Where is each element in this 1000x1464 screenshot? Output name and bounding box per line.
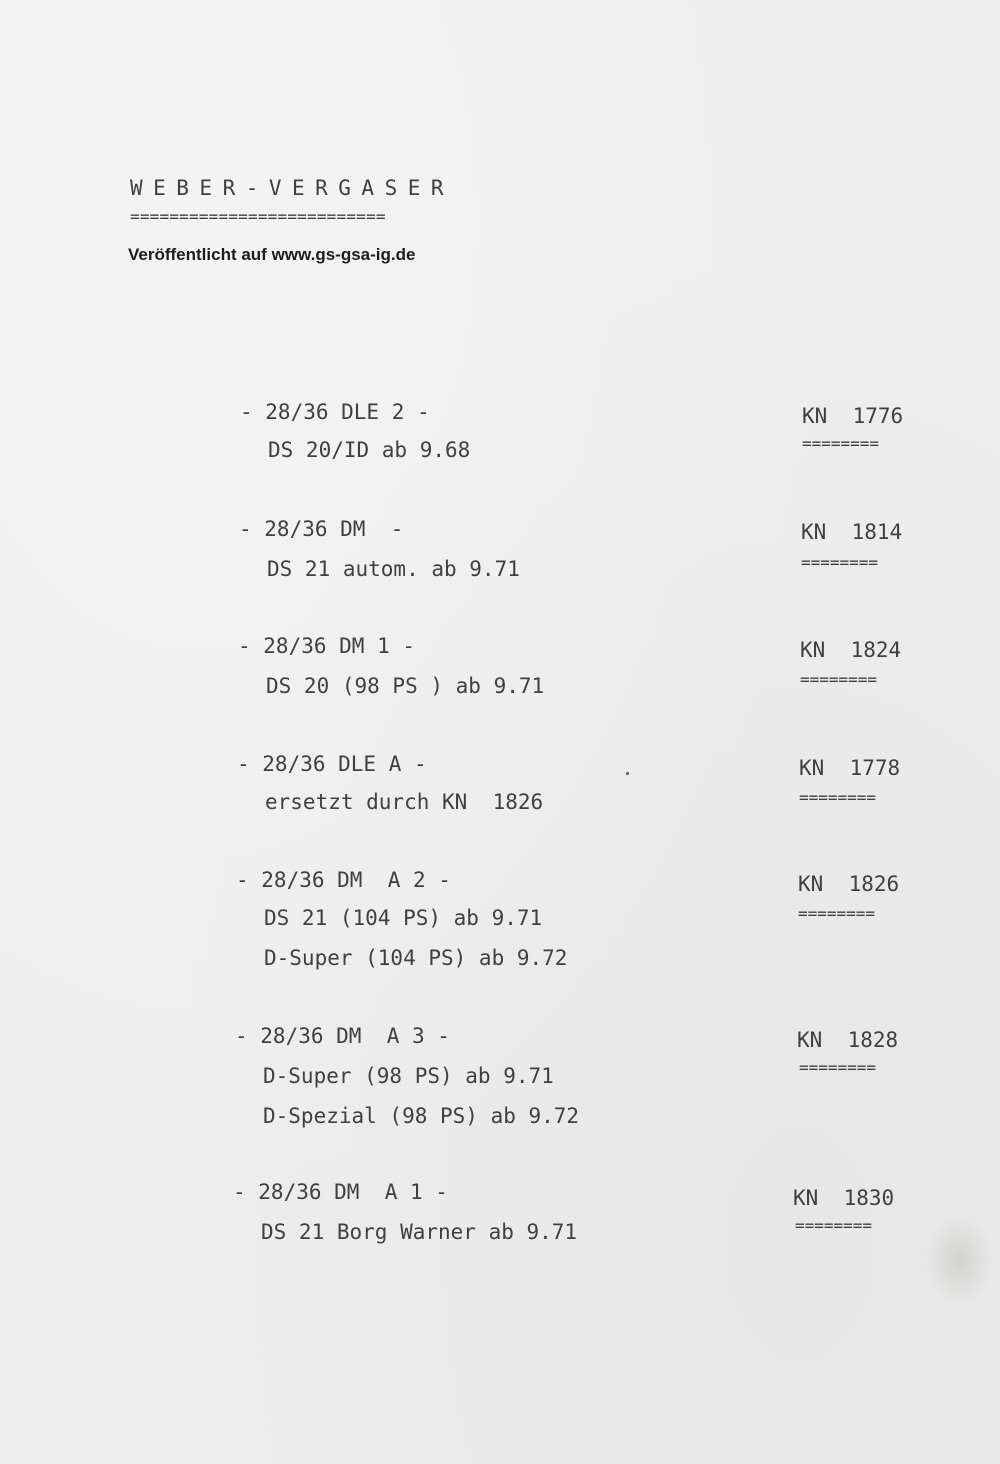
kn-underline: ======== — [802, 434, 880, 453]
description-line: DS 21 (104 PS) ab 9.71 — [264, 906, 543, 930]
kn-underline: ======== — [798, 904, 876, 923]
description-line: DS 21 autom. ab 9.71 — [267, 557, 520, 581]
description-line: D-Spezial (98 PS) ab 9.72 — [263, 1104, 580, 1128]
model-line: - 28/36 DLE 2 - — [240, 400, 430, 424]
kn-number: KN 1830 — [793, 1186, 895, 1210]
kn-underline: ======== — [800, 670, 878, 689]
published-notice: Veröffentlicht auf www.gs-gsa-ig.de — [128, 245, 416, 264]
title-underline: ========================== — [130, 207, 386, 226]
model-line: - 28/36 DM A 2 - — [236, 868, 451, 892]
description-line: DS 20 (98 PS ) ab 9.71 — [266, 674, 545, 698]
kn-number: KN 1826 — [798, 872, 900, 896]
paper-smudge — [925, 1215, 995, 1305]
model-line: - 28/36 DM 1 - — [238, 634, 416, 658]
ink-speck — [626, 772, 629, 775]
document-title: WEBER-VERGASER — [130, 176, 455, 200]
kn-underline: ======== — [795, 1216, 873, 1235]
description-line: ersetzt durch KN 1826 — [265, 790, 544, 814]
kn-number: KN 1824 — [800, 638, 902, 662]
kn-underline: ======== — [801, 553, 879, 572]
kn-underline: ======== — [799, 788, 877, 807]
model-line: - 28/36 DM A 1 - — [233, 1180, 448, 1204]
model-line: - 28/36 DM - — [239, 517, 404, 541]
description-line: D-Super (98 PS) ab 9.71 — [263, 1064, 554, 1088]
model-line: - 28/36 DLE A - — [237, 752, 427, 776]
kn-number: KN 1778 — [799, 756, 901, 780]
kn-underline: ======== — [799, 1058, 877, 1077]
kn-number: KN 1814 — [801, 520, 903, 544]
description-line: D-Super (104 PS) ab 9.72 — [264, 946, 568, 970]
kn-number: KN 1776 — [802, 404, 904, 428]
description-line: DS 21 Borg Warner ab 9.71 — [261, 1220, 578, 1244]
kn-number: KN 1828 — [797, 1028, 899, 1052]
model-line: - 28/36 DM A 3 - — [235, 1024, 450, 1048]
description-line: DS 20/ID ab 9.68 — [268, 438, 471, 462]
